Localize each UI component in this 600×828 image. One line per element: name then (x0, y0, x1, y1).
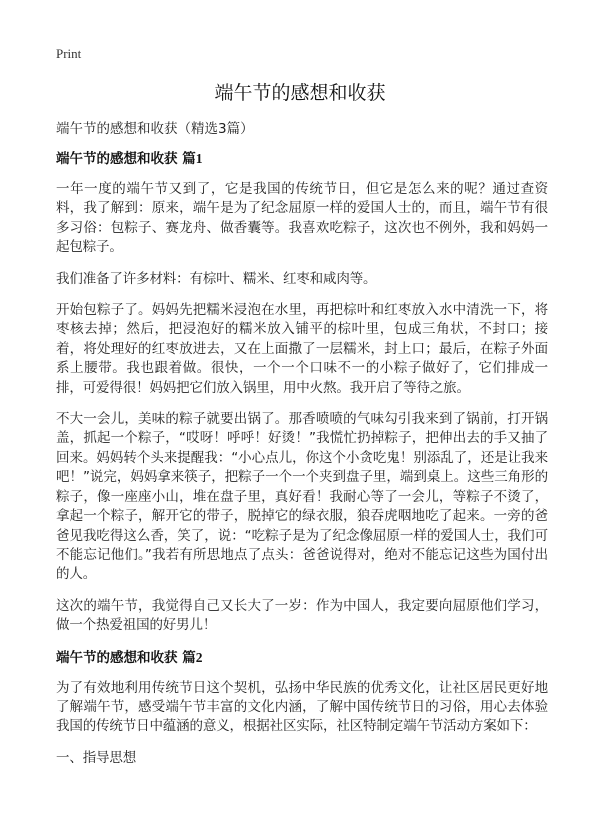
section-heading-1 (56, 149, 548, 169)
section-heading-2-number: 2 (195, 649, 203, 665)
section-1-paragraph-4: 不大一会儿，美味的粽子就要出锅了。那香喷喷的气味勾引我来到了锅前，打开锅盖，抓起一个粽子，“哎呀！呼呼！好烫！”我慌忙扔掉粽子，把伸出去的手又抽了回来。妈妈转个头来提醒我：“小心点儿，你这个小贪吃鬼！别添乱了，还是让我来吧！”说完，妈妈拿来筷子，把粽子一个一个夹到盘子里，端到桌上。这些三角形的粽子，像一座座小山，堆在盘子里，真好看！我耐心等了一会儿，等粽子不烫了，拿起一个粽子，解开它的带子，脱掉它的绿衣服，狼吞虎咽地吃了起来。一旁的爸爸见我吃得这么香，笑了，说：“吃粽子是为了纪念像屈原一样的爱国人士，我们可不能忘记他们。”我若有所思地点了点头：爸爸说得对，绝对不能忘记这些为国付出的人。 (56, 411, 548, 583)
section-1-paragraph-5: 这次的端午节，我觉得自己又长大了一岁：作为中国人，我定要向屈原他们学习，做一个热爱祖国的好男儿！ (56, 597, 548, 634)
section-heading-1-text: 端午节的感想和收获 篇 (56, 151, 196, 167)
section-2-paragraph-1: 为了有效地利用传统节日这个契机，弘扬中华民族的优秀文化，让社区居民更好地了解端午节，感受端午节丰富的文化内涵，了解中国传统节日的习俗，用心去体验我国的传统节日中蕴涵的意义，根据社区实际，社区特制定端午节活动方案如下： (56, 679, 548, 735)
section-heading-2-text: 端午节的感想和收获 篇 (56, 649, 196, 666)
document-subtitle: 端午节的感想和收获（精选3篇） (56, 121, 254, 137)
document-body (56, 149, 548, 768)
section-2-paragraph-2: 一、指导思想 (56, 749, 137, 766)
document-title: 端午节的感想和收获 (214, 82, 386, 104)
section-1-paragraph-3: 开始包粽子了。妈妈先把糯米浸泡在水里，再把棕叶和红枣放入水中清洗一下，将枣核去掉；然后，把浸泡好的糯米放入铺平的棕叶里，包成三角状，不封口；接着，将处理好的红枣放进去，又在上面撒了一层糯米，封上口；最后，在粽子外面系上腰带。我也跟着做。很快，一个一个口味不一的小粽子做好了，它们排成一排，可爱得很！妈妈把它们放入锅里，用中火熬。我开启了等待之旅。 (56, 302, 548, 396)
print-link[interactable]: Print (56, 46, 82, 61)
section-1-paragraph-2: 我们准备了许多材料：有棕叶、糯米、红枣和咸肉等。 (56, 270, 377, 287)
section-heading-2 (56, 648, 548, 668)
section-heading-1-number: 1 (195, 151, 203, 166)
section-1-paragraph-1: 一年一度的端午节又到了，它是我国的传统节日，但它是怎么来的呢？通过查资料，我了解到：原来，端午是为了纪念屈原一样的爱国人士的，而且，端午节有很多习俗：包粽子、赛龙舟、做香囊等。我喜欢吃粽子，这次也不例外，我和妈妈一起包粽子。 (56, 181, 548, 256)
